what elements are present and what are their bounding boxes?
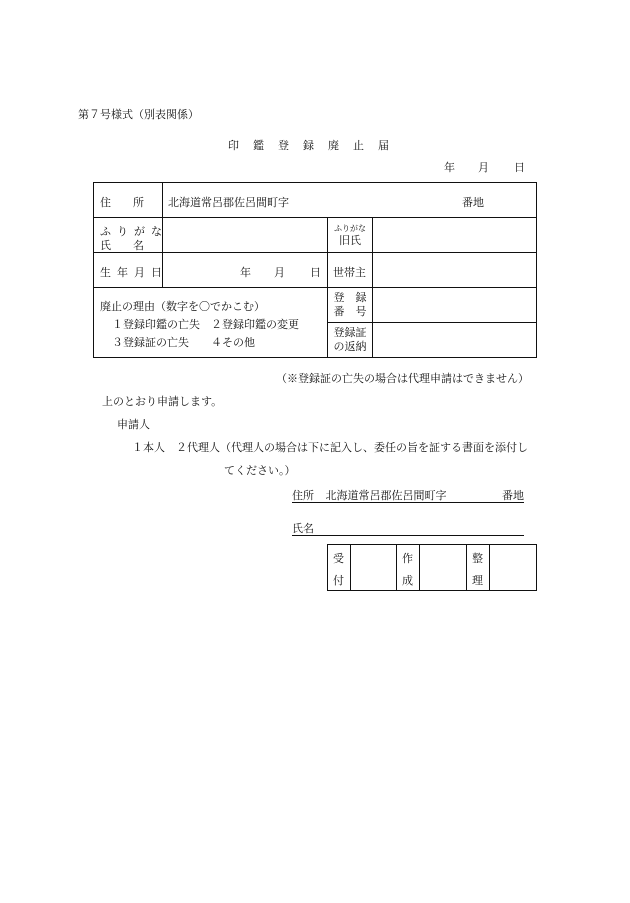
proxy-name-label: 氏名	[292, 522, 314, 535]
form-number: 第７号様式（別表関係）	[78, 108, 199, 121]
household-label: 世帯主	[333, 266, 366, 279]
address-value: 北海道常呂郡佐呂間町字	[168, 196, 289, 209]
reg-number-label-2: 番 号	[333, 305, 367, 319]
cert-return-label-2: の返納	[333, 340, 367, 354]
applicant-options: １本人 ２代理人（代理人の場合は下に記入し、委任の旨を証する書面を添付し	[132, 441, 528, 454]
birth-day: 日	[310, 266, 321, 279]
created-label-2: 成	[402, 574, 413, 587]
old-furigana-label: ふりがな	[334, 224, 366, 233]
reason-options-2: ３登録証の亡失 ４その他	[112, 336, 255, 349]
furigana-label: ふりがな	[100, 225, 168, 238]
applicant-options-cont: てください。）	[224, 464, 296, 477]
arranged-label-2: 理	[472, 574, 483, 587]
statement: 上のとおり申請します。	[102, 395, 223, 408]
date-year: 年	[444, 161, 455, 174]
cert-return-label-1: 登録証	[333, 326, 367, 339]
received-label-1: 受	[333, 552, 344, 565]
form-title: 印鑑登録廃止届	[228, 139, 403, 152]
reason-label: 廃止の理由（数字を〇でかこむ）	[100, 300, 265, 313]
birth-month: 月	[274, 266, 285, 279]
reason-options-1: １登録印鑑の亡失 ２登録印鑑の変更	[112, 318, 299, 331]
birth-label: 生年月日	[100, 266, 168, 279]
proxy-address-value: 北海道常呂郡佐呂間町字	[325, 489, 447, 502]
received-label-2: 付	[333, 574, 344, 587]
applicant-label: 申請人	[117, 418, 150, 431]
created-label-1: 作	[402, 552, 413, 565]
birth-year: 年	[240, 266, 251, 279]
proxy-address-suffix: 番地	[502, 489, 524, 502]
proxy-address-line	[292, 487, 524, 503]
old-name-label: 旧氏	[339, 234, 361, 248]
address-label: 住 所	[100, 196, 144, 209]
name-label: 氏 名	[100, 239, 144, 252]
arranged-label-1: 整	[472, 552, 483, 565]
reg-number-label-1: 登 録	[333, 291, 367, 304]
date-day: 日	[514, 161, 525, 174]
proxy-note: （※登録証の亡失の場合は代理申請はできません）	[276, 372, 529, 385]
proxy-name-line	[292, 520, 524, 536]
address-suffix: 番地	[462, 196, 484, 209]
proxy-address-label: 住所	[292, 489, 314, 502]
date-month: 月	[478, 161, 489, 174]
